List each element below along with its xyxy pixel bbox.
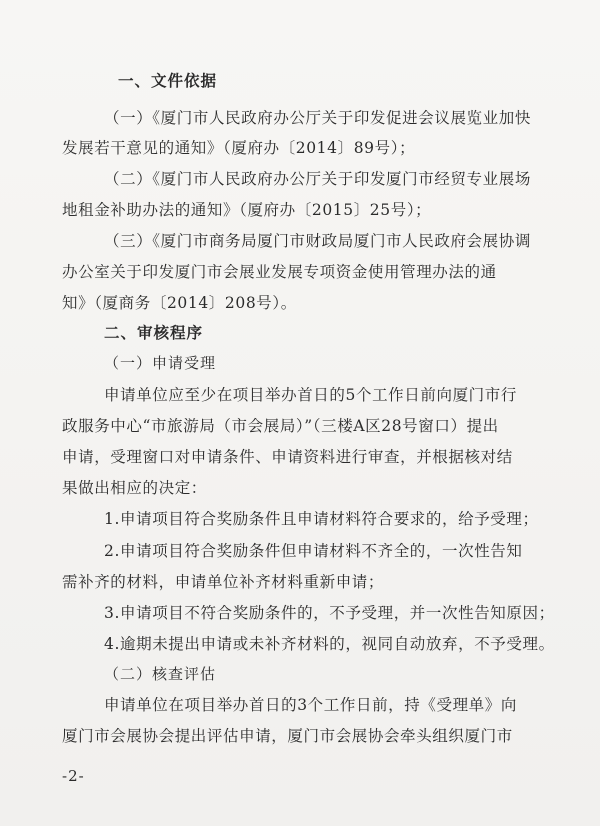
s2-heading: 二、审核程序 <box>104 324 204 342</box>
p1-line4: 果做出相应的决定： <box>62 479 207 497</box>
p1-line3: 申请，受理窗口对申请条件、申请资料进行审查，并根据核对结 <box>62 448 513 466</box>
item2-line2: 需补齐的材料，申请单位补齐材料重新申请； <box>62 573 385 591</box>
doc3-line3: 知》（厦商务〔2014〕208号）。 <box>62 294 297 312</box>
doc2-line2: 地租金补助办法的通知》（厦府办〔2015〕25号）； <box>62 201 432 219</box>
s2-1-heading: （一）申请受理 <box>104 354 217 372</box>
item4: 4.逾期未提出申请或未补齐材料的，视同自动放弃，不予受理。 <box>104 635 555 653</box>
p2-line2: 厦门市会展协会提出评估申请，厦门市会展协会牵头组织厦门市 <box>62 727 513 745</box>
item1: 1.申请项目符合奖励条件且申请材料符合要求的，给予受理； <box>104 510 539 528</box>
doc1-line2: 发展若干意见的通知》（厦府办〔2014〕89号）； <box>62 139 416 157</box>
p2-line1: 申请单位在项目举办首日的3个工作日前，持《受理单》向 <box>104 696 517 714</box>
s2-2-heading: （二）核查评估 <box>104 665 217 683</box>
item2-line1: 2.申请项目符合奖励条件但申请材料不齐全的，一次性告知 <box>104 542 523 560</box>
page-number: -2- <box>62 767 85 785</box>
p1-line2: 政服务中心“市旅游局（市会展局）”（三楼A区28号窗口）提出 <box>62 417 499 435</box>
doc2-line1: （二）《厦门市人民政府办公厅关于印发厦门市经贸专业展场 <box>104 170 531 188</box>
p1-line1: 申请单位应至少在项目举办首日的5个工作日前向厦门市行 <box>104 386 517 404</box>
s1-heading: 一、文件依据 <box>118 72 218 90</box>
doc3-line1: （三）《厦门市商务局厦门市财政局厦门市人民政府会展协调 <box>104 232 531 250</box>
doc1-line1: （一）《厦门市人民政府办公厅关于印发促进会议展览业加快 <box>104 109 531 127</box>
item3: 3.申请项目不符合奖励条件的，不予受理，并一次性告知原因； <box>104 604 555 622</box>
doc3-line2: 办公室关于印发厦门市会展业发展专项资金使用管理办法的通 <box>62 263 497 281</box>
